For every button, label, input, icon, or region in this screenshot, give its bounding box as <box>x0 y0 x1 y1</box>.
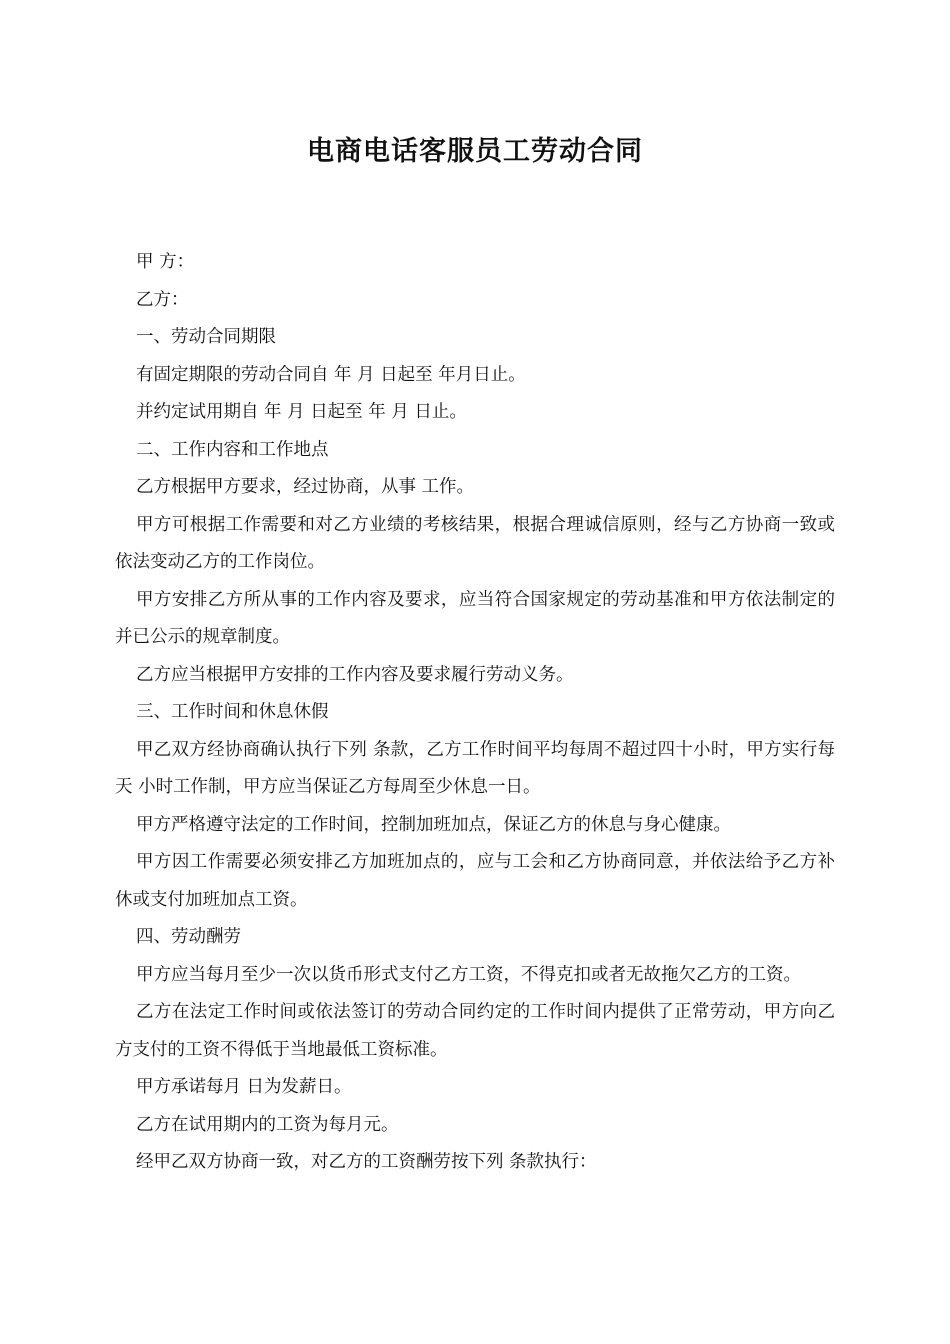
paragraph-minimum-wage: 乙方在法定工作时间或依法签订的劳动合同约定的工作时间内提供了正常劳动，甲方向乙方支付的工资不得低于当地最低工资标准。 <box>115 1002 835 1060</box>
paragraph-fixed-term: 有固定期限的劳动合同自 年 月 日起至 年月日止。 <box>136 364 526 385</box>
paragraph-probation-period: 并约定试用期自 年 月 日起至 年 月 日止。 <box>136 402 467 422</box>
paragraph-payday: 甲方承诺每月 日为发薪日。 <box>136 1077 352 1097</box>
paragraph-overtime-compensation: 甲方因工作需要必须安排乙方加班加点的，应与工会和乙方协商同意，并依法给予乙方补休或支付加班加点工资。 <box>115 852 835 910</box>
section-heading-working-hours: 三、工作时间和休息休假 <box>136 702 329 722</box>
paragraph-remuneration-terms: 经甲乙双方协商一致，对乙方的工资酬劳按下列 条款执行： <box>136 1152 597 1172</box>
contract-body <box>115 244 835 1182</box>
section-heading-contract-term: 一、劳动合同期限 <box>136 327 276 347</box>
document-title: 电商电话客服员工劳动合同 <box>307 136 643 167</box>
paragraph-work-requirements: 甲方安排乙方所从事的工作内容及要求，应当符合国家规定的劳动基准和甲方依法制定的并已公示的规章制度。 <box>115 589 835 647</box>
party-b-line: 乙方： <box>136 289 189 310</box>
paragraph-overtime-control: 甲方严格遵守法定的工作时间，控制加班加点，保证乙方的休息与身心健康。 <box>136 814 731 835</box>
paragraph-monthly-payment: 甲方应当每月至少一次以货币形式支付乙方工资，不得克扣或者无故拖欠乙方的工资。 <box>136 964 801 985</box>
paragraph-position-change: 甲方可根据工作需要和对乙方业绩的考核结果，根据合理诚信原则，经与乙方协商一致或依法变动乙方的工作岗位。 <box>115 514 835 572</box>
paragraph-work-assignment: 乙方根据甲方要求，经过协商，从事 工作。 <box>136 477 475 497</box>
party-a-line: 甲 方： <box>136 252 195 272</box>
paragraph-working-hours-terms: 甲乙双方经协商确认执行下列 条款，乙方工作时间平均每周不超过四十小时，甲方实行每天 小时工作制，甲方应当保证乙方每周至少休息一日。 <box>115 739 835 797</box>
paragraph-labor-obligation: 乙方应当根据甲方安排的工作内容及要求履行劳动义务。 <box>136 664 574 685</box>
section-heading-remuneration: 四、劳动酬劳 <box>136 927 241 947</box>
section-heading-work-content: 二、工作内容和工作地点 <box>136 439 329 460</box>
paragraph-probation-wage: 乙方在试用期内的工资为每月元。 <box>136 1114 399 1135</box>
